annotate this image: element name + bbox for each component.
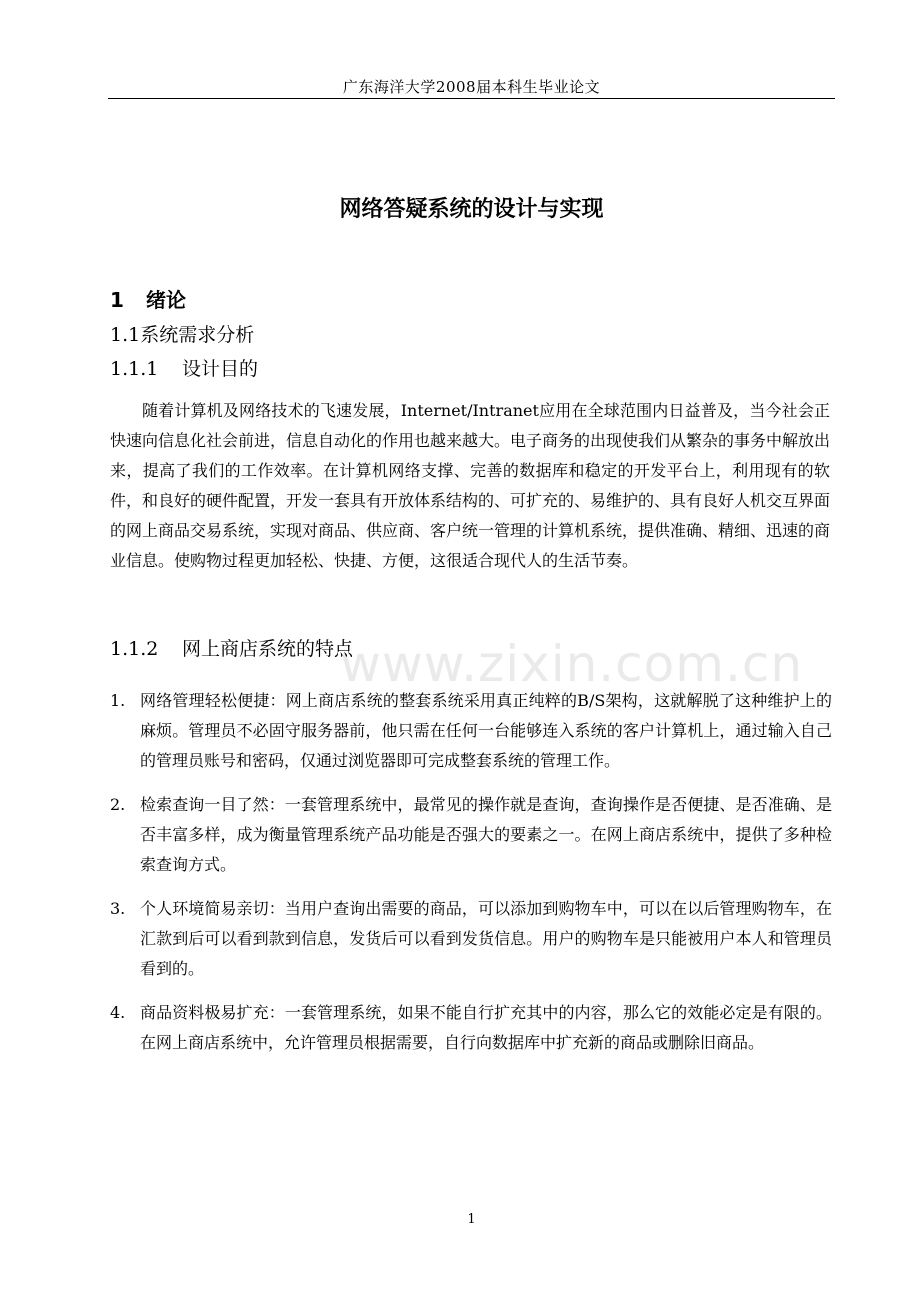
running-header: 广东海洋大学2008届本科生毕业论文 <box>342 78 601 96</box>
list-item-text: 个人环境简易亲切：当用户查询出需要的商品，可以添加到购物车中，可以在以后管理购物车，在汇款到后可以看到款到信息，发货后可以看到发货信息。用户的购物车是只能被用户本人和管理员看到的。 <box>140 899 832 978</box>
subsection-number: 1.1.1 <box>110 358 159 380</box>
subsection-title: 设计目的 <box>182 358 259 380</box>
list-item <box>110 790 832 880</box>
list-marker: 2. <box>110 795 126 814</box>
chapter-title: 绪论 <box>146 288 186 312</box>
subsection-heading-1 <box>110 354 258 381</box>
list-item-text: 网络管理轻松便捷：网上商店系统的整套系统采用真正纯粹的B/S架构，这就解脱了这种维护上的麻烦。管理员不必固守服务器前，他只需在任何一台能够连入系统的客户计算机上，通过输入自己的管理员账号和密码，仅通过浏览器即可完成整套系统的管理工作。 <box>140 691 832 770</box>
list-item <box>110 686 832 776</box>
header-rule <box>108 98 835 99</box>
list-marker: 1. <box>110 691 126 710</box>
paper-title: 网络答疑系统的设计与实现 <box>339 197 604 222</box>
subsection-number: 1.1.2 <box>110 638 159 660</box>
section-heading <box>110 320 254 347</box>
watermark: www.zixin.com.cn <box>340 635 804 693</box>
subsection-title: 网上商店系统的特点 <box>182 638 354 660</box>
list-marker: 4. <box>110 1003 126 1022</box>
chapter-heading <box>110 284 186 313</box>
list-item-text: 商品资料极易扩充：一套管理系统，如果不能自行扩充其中的内容，那么它的效能必定是有限的。在网上商店系统中，允许管理员根据需要，自行向数据库中扩充新的商品或删除旧商品。 <box>140 1003 832 1052</box>
body-paragraph: 随着计算机及网络技术的飞速发展，Internet/Intranet应用在全球范围内日益普及，当今社会正快速向信息化社会前进，信息自动化的作用也越来越大。电子商务的出现使我们从繁杂的事务中解放出来，提高了我们的工作效率。在计算机网络支撑、完善的数据库和稳定的开发平台上，利用现有的软件，和良好的硬件配置，开发一套具有开放体系结构的、可扩充的、易维护的、具有良好人机交互界面的网上商品交易系统，实现对商品、供应商、客户统一管理的计算机系统，提供准确、精细、迅速的商业信息。使购物过程更加轻松、快捷、方便，这很适合现代人的生活节奏。 <box>110 401 831 570</box>
list-marker: 3. <box>110 899 126 918</box>
subsection-heading-2 <box>110 634 353 661</box>
section-title: 系统需求分析 <box>140 324 255 346</box>
page-number: 1 <box>467 1212 476 1227</box>
feature-list <box>110 686 832 1072</box>
list-item <box>110 894 832 984</box>
section-number: 1.1 <box>110 324 141 346</box>
chapter-number: 1 <box>110 288 124 312</box>
list-item-text: 检索查询一目了然：一套管理系统中，最常见的操作就是查询，查询操作是否便捷、是否准确、是否丰富多样，成为衡量管理系统产品功能是否强大的要素之一。在网上商店系统中，提供了多种检索查询方式。 <box>140 795 832 874</box>
list-item <box>110 998 832 1058</box>
